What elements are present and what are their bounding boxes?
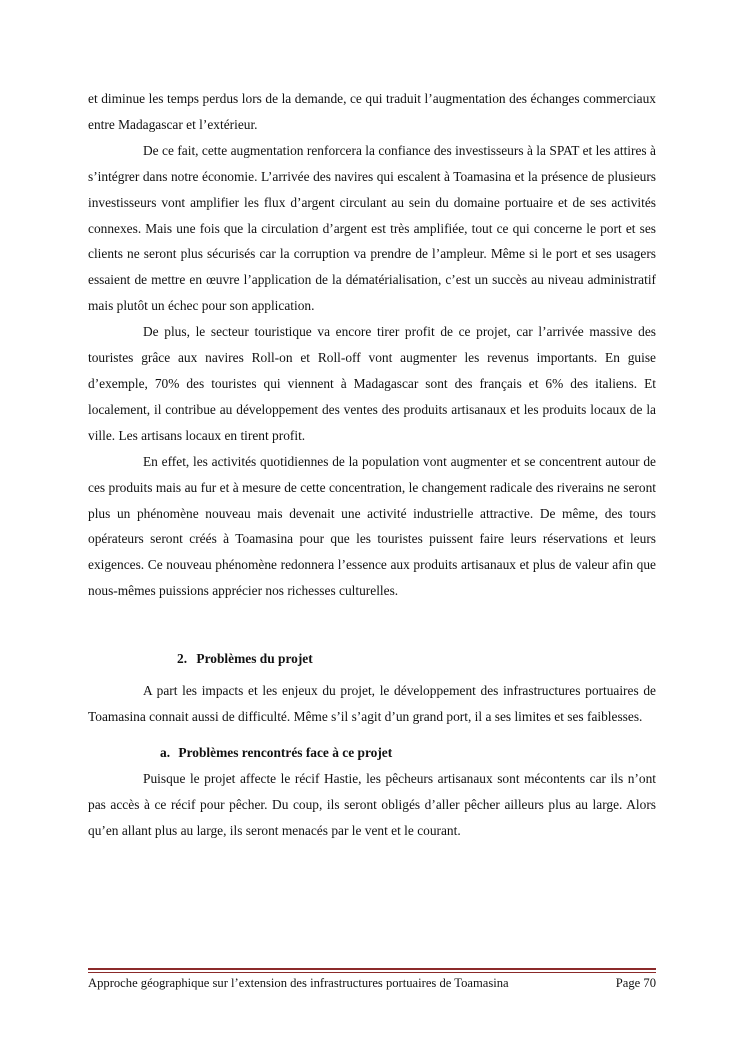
section-heading: [177, 646, 656, 672]
footer-title: Approche géographique sur l’extension des infrastructures portuaires de Toamasina: [88, 976, 509, 990]
page-footer: [88, 976, 656, 991]
section-number: 2.: [177, 651, 188, 667]
page-number: Page 70: [615, 976, 656, 990]
footer-rule-thin: [88, 972, 656, 973]
footer-rule: [88, 968, 656, 970]
paragraph-5: A part les impacts et les enjeux du projet, le développement des infrastructures portuaires de Toamasina connait aussi de difficulté. Même s’il s’agit d’un grand port, il a ses limites et ses faiblesses.: [88, 683, 656, 725]
page-body: [88, 86, 656, 844]
paragraph-6: Puisque le projet affecte le récif Hastie, les pêcheurs artisanaux sont mécontents car ils n’ont pas accès à ce récif pour pêcher. Du coup, ils seront obligés d’aller pêcher ailleurs plus au large. Alors qu’en allant plus au large, ils seront menacés par le vent et le courant.: [88, 770, 656, 838]
paragraph-4: En effet, les activités quotidiennes de la population vont augmenter et se concentrent autour de ces produits mais au fur et à mesure de cette concentration, le changement radicale des riverains ne seront plus un phénomène nouveau mais devenait une activité industrielle attractive. De même, des tours opérateurs seront créés à Toamasina pour que les touristes puissent faire leurs réservations et leurs exigences. Ce nouveau phénomène redonnera l’essence aux produits artisanaux et plus de valeur afin que nous-mêmes puissions apprécier nos richesses culturelles.: [88, 453, 656, 599]
subsection-heading: [160, 740, 656, 766]
section-title: Problèmes du projet: [196, 651, 313, 667]
subsection-title: Problèmes rencontrés face à ce projet: [178, 744, 393, 760]
subsection-letter: a.: [160, 744, 171, 760]
paragraph-1: et diminue les temps perdus lors de la demande, ce qui traduit l’augmentation des échanges commerciaux entre Madagascar et l’extérieur.: [88, 91, 656, 132]
paragraph-3: De plus, le secteur touristique va encore tirer profit de ce projet, car l’arrivée massive des touristes grâce aux navires Roll-on et Roll-off vont augmenter les revenus importants. En guise d’exemple, 70% des touristes qui viennent à Madagascar sont des français et 6% des italiens. Et localement, il contribue au développement des ventes des produits artisanaux et les produits locaux de la ville. Les artisans locaux en tirent profit.: [88, 324, 656, 443]
section-spacer: [88, 604, 656, 646]
paragraph-2: De ce fait, cette augmentation renforcera la confiance des investisseurs à la SPAT et les attires à s’intégrer dans notre économie. L’arrivée des navires qui escalent à Toamasina et la présence de plusieurs investisseurs vont amplifier les flux d’argent circulant au sein du domaine portuaire et de ses activités connexes. Mais une fois que la circulation d’argent est très amplifiée, tout ce qui concerne le port et ses clients ne seront plus sécurisés car la corruption va prendre de l’ampleur. Même si le port et ses usagers essaient de mettre en œuvre l’application de la dématérialisation, c’est un succès au niveau administratif mais plutôt un échec pour son application.: [88, 142, 656, 314]
